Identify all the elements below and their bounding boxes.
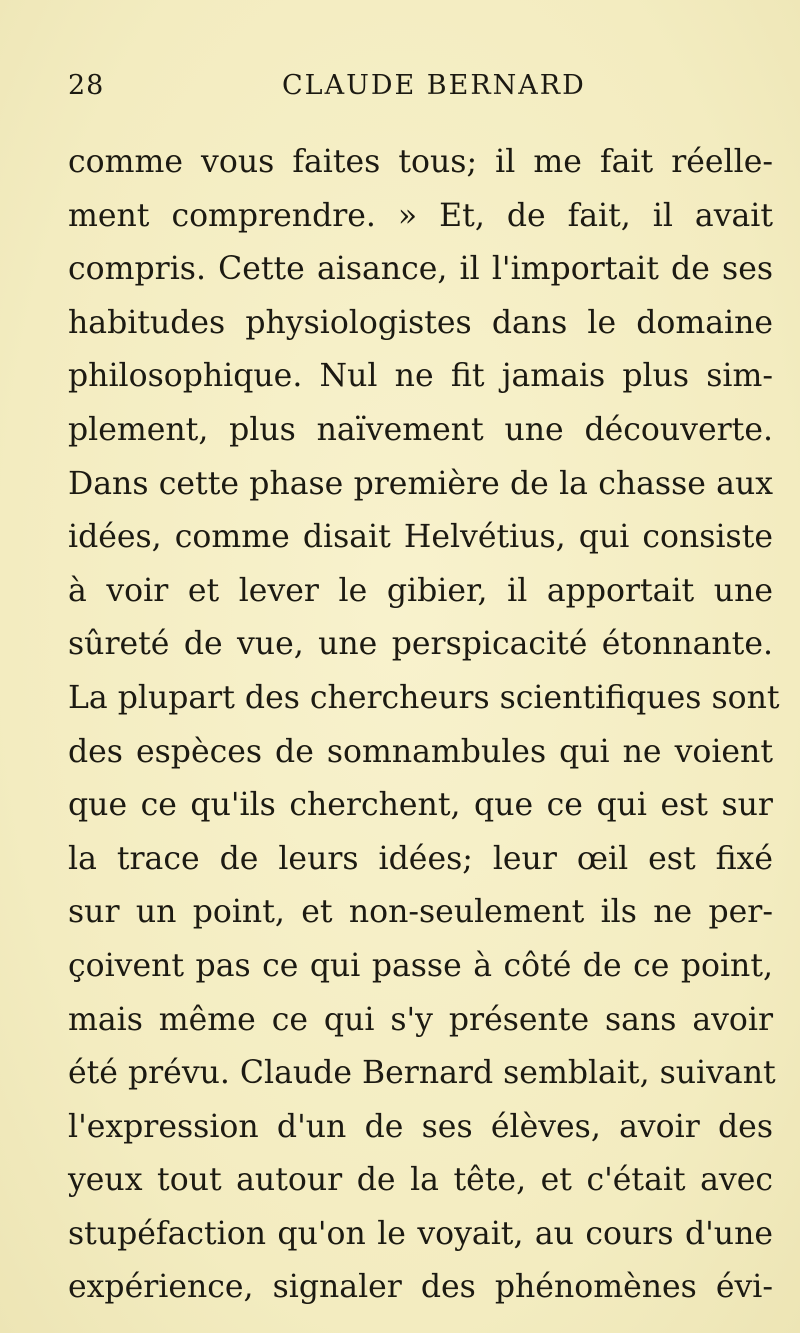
text-line: ment comprendre. » Et, de fait, il avait	[68, 197, 773, 234]
running-head	[68, 70, 758, 110]
text-line: que ce qu'ils cherchent, que ce qui est sur	[68, 787, 773, 824]
text-line: Dans cette phase première de la chasse aux	[68, 465, 773, 502]
text-line: compris. Cette aisance, il l'importait de ses	[68, 251, 773, 288]
text-line: la trace de leurs idées; leur œil est fixé	[68, 840, 773, 877]
text-line: La plupart des chercheurs scientifiques sont	[68, 679, 780, 716]
body-text	[68, 136, 780, 1315]
text-line: philosophique. Nul ne fit jamais plus sim-	[68, 358, 773, 395]
text-line: été prévu. Claude Bernard semblait, suivant	[68, 1055, 776, 1092]
text-line: çoivent pas ce qui passe à côté de ce point,	[68, 947, 773, 984]
text-line: comme vous faites tous; il me fait réelle-	[68, 144, 773, 180]
text-line: sur un point, et non-seulement ils ne per-	[68, 894, 773, 931]
page-number: 28	[68, 70, 105, 101]
text-line: idées, comme disait Helvétius, qui consiste	[68, 519, 773, 556]
text-line: yeux tout autour de la tête, et c'était avec	[68, 1162, 773, 1199]
text-line: des espèces de somnambules qui ne voient	[68, 733, 773, 770]
text-line: à voir et lever le gibier, il apportait une	[68, 572, 773, 609]
text-line: mais même ce qui s'y présente sans avoir	[68, 1001, 773, 1038]
running-title: CLAUDE BERNARD	[282, 70, 586, 101]
text-line: l'expression d'un de ses élèves, avoir des	[68, 1108, 773, 1145]
text-line: habitudes physiologistes dans le domaine	[68, 304, 773, 341]
text-line: expérience, signaler des phénomènes évi-	[68, 1269, 773, 1306]
text-line: stupéfaction qu'on le voyait, au cours d'une	[68, 1215, 773, 1252]
text-line: sûreté de vue, une perspicacité étonnante.	[68, 626, 773, 663]
text-line: plement, plus naïvement une découverte.	[68, 411, 773, 448]
